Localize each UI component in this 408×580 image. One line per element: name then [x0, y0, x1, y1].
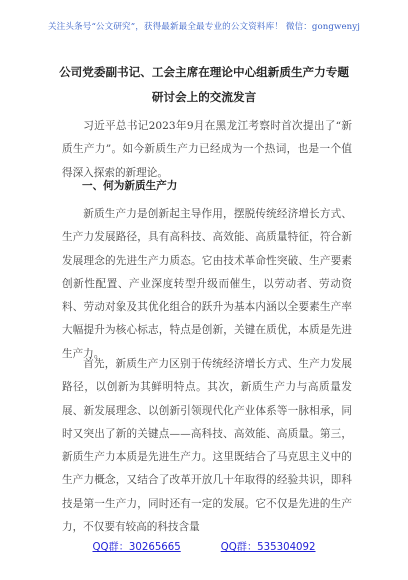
- intro-paragraph: 习近平总书记2023年9月在黑龙江考察时首次提出了“新质生产力”。如今新质生产力已经成为一个热词，也是一个值得深入探索的新理论。: [62, 120, 352, 179]
- body-paragraph-2: 首先，新质生产力区别于传统经济增长方式、生产力发展路径，以创新为其鲜明特点。其次，新质生产力与高质量发展、新发展理念、以创新引领现代化产业体系等一脉相承，同时又突出了新的关键点——高科技、高效能、高质量。第三，新质生产力本质是先进生产力。这里既结合了马克思主义中的生产力概念，又结合了改革开放几十年取得的经验共识，即科技是第一生产力，同时还有一定的发展。它不仅是先进的生产力，不仅要有较高的科技含量: [62, 358, 352, 534]
- document-title-line-1: 公司党委副书记、工会主席在理论中心组新质生产力专题: [59, 65, 349, 79]
- footer-qq-group-1[interactable]: QQ群：30265665: [92, 542, 181, 553]
- footer-qq-group-2[interactable]: QQ群：535304092: [220, 542, 316, 553]
- body-paragraph-1: 新质生产力是创新起主导作用，摆脱传统经济增长方式、生产力发展路径，具有高科技、高效能、高质量特征，符合新发展理念的先进生产力质态。它由技术革命性突破、生产要素创新性配置、产业深度转型升级而催生，以劳动者、劳动资料、劳动对象及其优化组合的跃升为基本内涵以全要素生产率大幅提升为核心标志，特点是创新，关键在质优，本质是先进生产力。: [62, 208, 352, 360]
- header-promo-note: 关注头条号“公文研究”，获得最新最全最专业的公文资料库！ 微信：gongwenyj: [47, 22, 361, 32]
- document-title-line-2: 研讨会上的交流发言: [151, 90, 257, 104]
- section-heading: 一、何为新质生产力: [82, 180, 178, 192]
- footer-contact: [0, 538, 408, 553]
